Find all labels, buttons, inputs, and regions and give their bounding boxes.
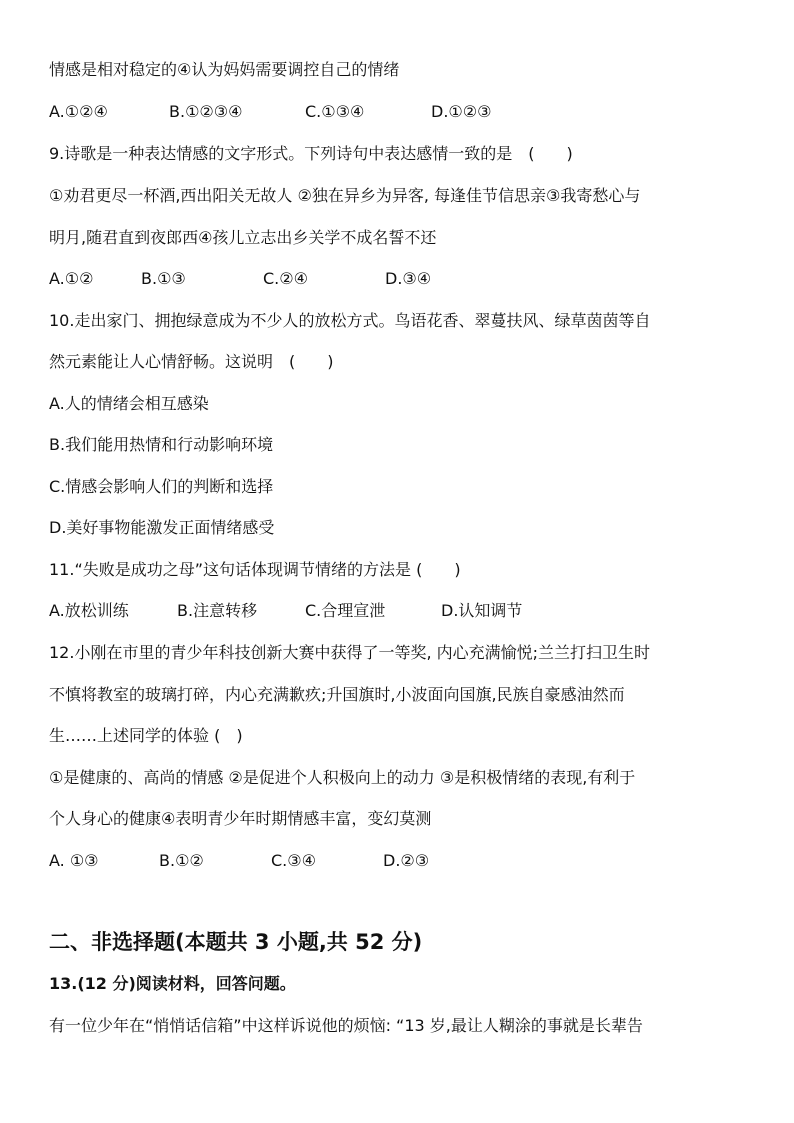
q8-option-c: C.①③④ bbox=[305, 102, 365, 121]
q13-material-line-1: 有一位少年在“悄悄话信箱”中这样诉说他的烦恼: “13 岁,最让人糊涂的事就是长辈告 bbox=[49, 1016, 643, 1035]
q13-stem: 13.(12 分)阅读材料，回答问题。 bbox=[49, 974, 296, 993]
q10-option-d: D.美好事物能激发正面情绪感受 bbox=[49, 518, 275, 537]
q11-option-c: C.合理宣泄 bbox=[305, 601, 386, 620]
q11-option-a: A.放松训练 bbox=[49, 601, 129, 620]
q11-option-d: D.认知调节 bbox=[441, 601, 523, 620]
q9-option-c: C.②④ bbox=[263, 269, 308, 288]
q11-option-b: B.注意转移 bbox=[177, 601, 258, 620]
q9-option-a: A.①② bbox=[49, 269, 94, 288]
q12-stem-line-3: 生……上述同学的体验 ( ) bbox=[49, 726, 243, 745]
q10-option-a: A.人的情绪会相互感染 bbox=[49, 394, 209, 413]
q12-option-d: D.②③ bbox=[383, 851, 430, 870]
q12-options bbox=[49, 850, 749, 872]
q8-options bbox=[49, 101, 749, 123]
q10-stem-line-2: 然元素能让人心情舒畅。这说明 ( ) bbox=[49, 352, 334, 371]
section-2-title: 二、非选择题(本题共 3 小题,共 52 分) bbox=[49, 930, 423, 954]
q12-option-c: C.③④ bbox=[271, 851, 316, 870]
q8-option-b: B.①②③④ bbox=[169, 102, 243, 121]
q8-option-a: A.①②④ bbox=[49, 102, 108, 121]
q9-body-line-1: ①劝君更尽一杯酒,西出阳关无故人 ②独在异乡为异客, 每逢佳节信思亲③我寄愁心与 bbox=[49, 186, 641, 205]
q9-stem: 9.诗歌是一种表达情感的文字形式。下列诗句中表达感情一致的是 ( ) bbox=[49, 144, 573, 163]
q12-body-line-2: 个人身心的健康④表明青少年时期情感丰富，变幻莫测 bbox=[49, 809, 432, 828]
q12-body-line-1: ①是健康的、高尚的情感 ②是促进个人积极向上的动力 ③是积极情绪的表现,有利于 bbox=[49, 768, 636, 787]
q11-stem: 11.“失败是成功之母”这句话体现调节情绪的方法是 ( ) bbox=[49, 560, 461, 579]
q9-option-d: D.③④ bbox=[385, 269, 432, 288]
q10-stem-line-1: 10.走出家门、拥抱绿意成为不少人的放松方式。鸟语花香、翠蔓扶风、绿草茵茵等自 bbox=[49, 311, 651, 330]
q12-stem-line-2: 不慎将教室的玻璃打碎，内心充满歉疚;升国旗时,小波面向国旗,民族自豪感油然而 bbox=[49, 685, 625, 704]
q10-option-b: B.我们能用热情和行动影响环境 bbox=[49, 435, 274, 454]
q9-body-line-2: 明月,随君直到夜郎西④孩儿立志出乡关学不成名誓不还 bbox=[49, 228, 437, 247]
q10-option-c: C.情感会影响人们的判断和选择 bbox=[49, 477, 274, 496]
q12-stem-line-1: 12.小刚在市里的青少年科技创新大赛中获得了一等奖, 内心充满愉悦;兰兰打扫卫生时 bbox=[49, 643, 651, 662]
q12-option-a: A. ①③ bbox=[49, 851, 99, 870]
q8-option-d: D.①②③ bbox=[431, 102, 492, 121]
q8-tail-text: 情感是相对稳定的④认为妈妈需要调控自己的情绪 bbox=[49, 60, 400, 79]
q9-option-b: B.①③ bbox=[141, 269, 186, 288]
q11-options bbox=[49, 600, 749, 622]
q12-option-b: B.①② bbox=[159, 851, 204, 870]
q9-options bbox=[49, 268, 749, 290]
